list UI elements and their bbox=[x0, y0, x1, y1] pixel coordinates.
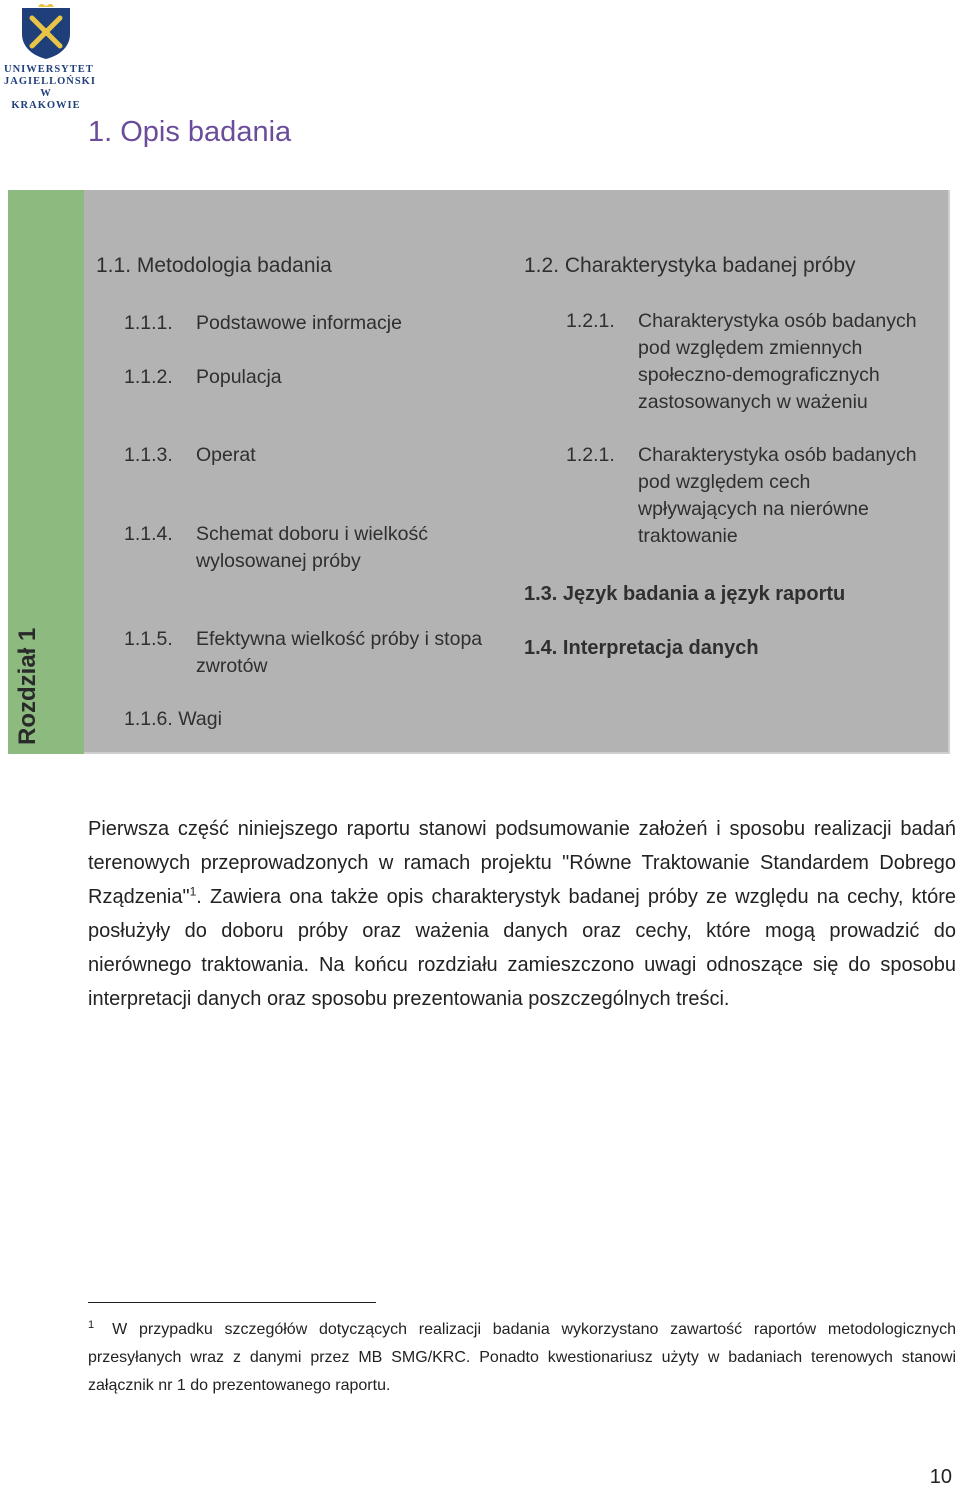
toc-item-label: traktowanie bbox=[638, 525, 738, 547]
toc-heading-1-1: 1.1. Metodologia badania bbox=[96, 254, 332, 277]
page-number: 10 bbox=[929, 1466, 952, 1488]
toc-item-label: wylosowanej próby bbox=[196, 550, 361, 572]
logo-line-3: W KRAKOWIE bbox=[11, 88, 81, 111]
paragraph-text-2: . Zawiera ona także opis charakterystyk badanej próby ze względu na cechy, które posłużyły do doboru próby oraz ważenia danych oraz cechy, które mogą prowadzić do nierównego traktowania. Na końcu rozdziału zamieszczono uwagi odnoszące się do sposobu interpretacji danych oraz sposobu prezentowania poszczególnych treści. bbox=[88, 886, 956, 1010]
toc-item-label: Charakterystyka osób badanych bbox=[638, 444, 917, 466]
chapter-label: Rozdział 1 bbox=[14, 627, 41, 745]
toc-item-label: 1.1.6. Wagi bbox=[124, 708, 222, 730]
toc-item-number: 1.1.1. bbox=[124, 312, 173, 334]
footnote-divider bbox=[88, 1302, 376, 1303]
toc-item-label: wpływających na nierówne bbox=[638, 498, 869, 520]
page-title: 1. Opis badania bbox=[88, 116, 292, 148]
toc-item-label: Efektywna wielkość próby i stopa bbox=[196, 628, 483, 650]
university-logo bbox=[4, 4, 96, 112]
toc-item-label: Operat bbox=[196, 444, 256, 466]
toc-item-number: 1.1.4. bbox=[124, 523, 173, 545]
footnote bbox=[88, 1316, 956, 1400]
toc-item-number: 1.2.1. bbox=[566, 444, 615, 466]
intro-paragraph bbox=[88, 812, 956, 1016]
toc-item-number: 1.1.2. bbox=[124, 366, 173, 388]
toc-item-number: 1.1.5. bbox=[124, 628, 173, 650]
toc-item-label: Populacja bbox=[196, 366, 282, 388]
logo-line-2: JAGIELLOŃSKI bbox=[4, 76, 96, 87]
toc-item-label: społeczno-demograficznych bbox=[638, 364, 880, 386]
toc-item-label: Schemat doboru i wielkość bbox=[196, 523, 428, 545]
logo-line-1: UNIWERSYTET bbox=[4, 64, 94, 75]
footnote-mark: 1 bbox=[88, 1318, 95, 1331]
university-crest-icon bbox=[16, 4, 76, 60]
toc-item-label: pod względem zmiennych bbox=[638, 337, 863, 359]
paragraph-text-1: Pierwsza część niniejszego raportu stanowi podsumowanie założeń i sposobu realizacji badań terenowych przeprowadzonych w ramach projektu "Równe Traktowanie Standardem Dobrego Rządzenia" bbox=[88, 818, 956, 908]
toc-item-label: pod względem cech bbox=[638, 471, 811, 493]
toc-item-label: zwrotów bbox=[196, 655, 268, 677]
toc-item-number: 1.1.3. bbox=[124, 444, 173, 466]
toc-item-label: Charakterystyka osób badanych bbox=[638, 310, 917, 332]
footnote-text: W przypadku szczegółów dotyczących realizacji badania wykorzystano zawartość raportów metodologicznych przesyłanych wraz z danymi przez MB SMG/KRC. Ponadto kwestionariusz użyty w badaniach terenowych stanowi załącznik nr 1 do prezentowanego raportu. bbox=[88, 1321, 956, 1394]
footnote-reference: 1 bbox=[189, 884, 197, 899]
toc-item-label: zastosowanych w ważeniu bbox=[638, 391, 868, 413]
toc-heading-1-2: 1.2. Charakterystyka badanej próby bbox=[524, 254, 856, 277]
toc-heading-1-3: 1.3. Język badania a język raportu bbox=[524, 583, 846, 605]
toc-item-label: Podstawowe informacje bbox=[196, 312, 402, 334]
toc-panel bbox=[84, 190, 950, 754]
toc-item-number: 1.2.1. bbox=[566, 310, 615, 332]
toc-heading-1-4: 1.4. Interpretacja danych bbox=[524, 637, 759, 659]
